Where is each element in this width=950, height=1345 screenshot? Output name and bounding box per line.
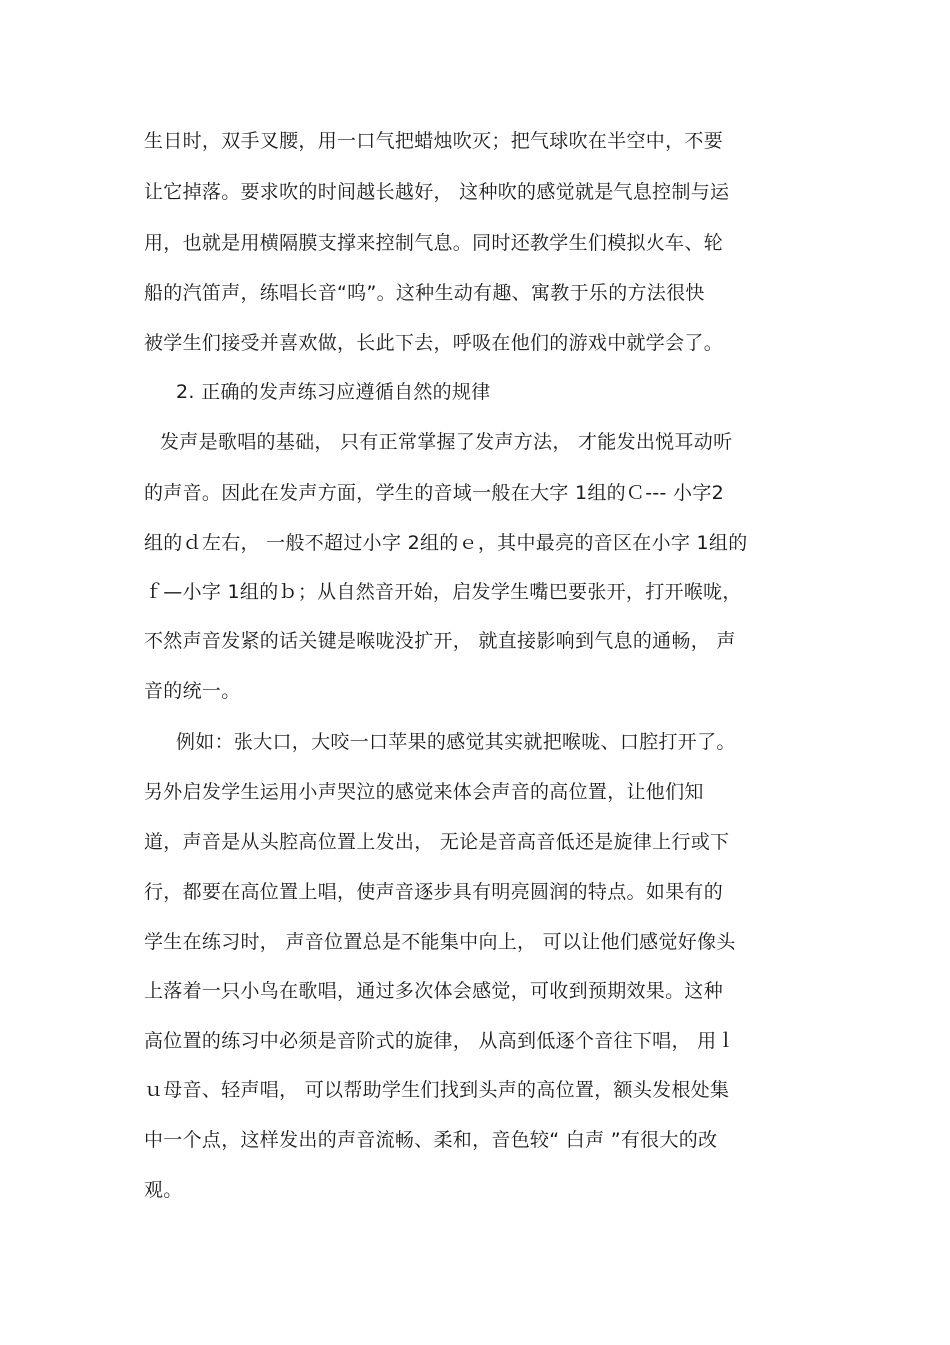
paragraph-3-line-5: 学生在练习时， 声音位置总是不能集中向上， 可以让他们感觉好像头 [144, 931, 736, 953]
paragraph-1-line-1: 生日时，双手叉腰，用一口气把蜡烛吹灭；把气球吹在半空中，不要 [144, 130, 724, 152]
paragraph-2-line-1: 发声是歌唱的基础， 只有正常掌握了发声方法， 才能发出悦耳动听 [160, 431, 733, 453]
paragraph-2-line-6: 音的统一。 [144, 680, 241, 702]
paragraph-2-line-4: ｆ—小字 1组的ｂ；从自然音开始，启发学生嘴巴要张开，打开喉咙， [144, 581, 742, 603]
paragraph-1-line-3: 用，也就是用横隔膜支撑来控制气息。同时还教学生们模拟火车、轮 [144, 232, 724, 254]
paragraph-2-line-3: 组的ｄ左右， 一般不超过小字 2组的ｅ，其中最亮的音区在小字 1组的 [144, 532, 748, 554]
paragraph-3-line-3: 道，声音是从头腔高位置上发出， 无论是音高音低还是旋律上行或下 [144, 831, 730, 853]
paragraph-1-line-4: 船的汽笛声，练唱长音“呜”。这种生动有趣、寓教于乐的方法很快 [144, 282, 705, 304]
paragraph-3-line-7: 高位置的练习中必须是音阶式的旋律， 从高到低逐个音往下唱， 用ｌ [144, 1030, 736, 1052]
paragraph-3-line-1: 例如：张大口，大咬一口苹果的感觉其实就把喉咙、口腔打开了。 [176, 731, 736, 753]
paragraph-2-line-5: 不然声音发紧的话关键是喉咙没扩开， 就直接影响到气息的通畅， 声 [144, 630, 736, 652]
paragraph-3-line-9: 中一个点，这样发出的声音流畅、柔和，音色较“ 白声 ”有很大的改 [144, 1129, 718, 1151]
paragraph-3-line-2: 另外启发学生运用小声哭泣的感觉来体会声音的高位置，让他们知 [144, 781, 704, 803]
paragraph-3-line-10: 观。 [144, 1179, 183, 1201]
paragraph-3-line-4: 行，都要在高位置上唱，使声音逐步具有明亮圆润的特点。如果有的 [144, 881, 724, 903]
paragraph-3-line-6: 上落着一只小鸟在歌唱，通过多次体会感觉，可收到预期效果。这种 [144, 980, 724, 1002]
paragraph-2-line-2: 的声音。因此在发声方面，学生的音域一般在大字 1组的Ｃ--- 小字2 [144, 482, 725, 504]
section-heading-2: 2. 正确的发声练习应遵循自然的规律 [176, 381, 491, 403]
paragraph-1-line-2: 让它掉落。要求吹的时间越长越好， 这种吹的感觉就是气息控制与运 [144, 181, 730, 203]
paragraph-1-line-5: 被学生们接受并喜欢做，长此下去，呼吸在他们的游戏中就学会了。 [144, 332, 724, 354]
paragraph-3-line-8: ｕ母音、轻声唱， 可以帮助学生们找到头声的高位置，额头发根处集 [144, 1079, 730, 1101]
